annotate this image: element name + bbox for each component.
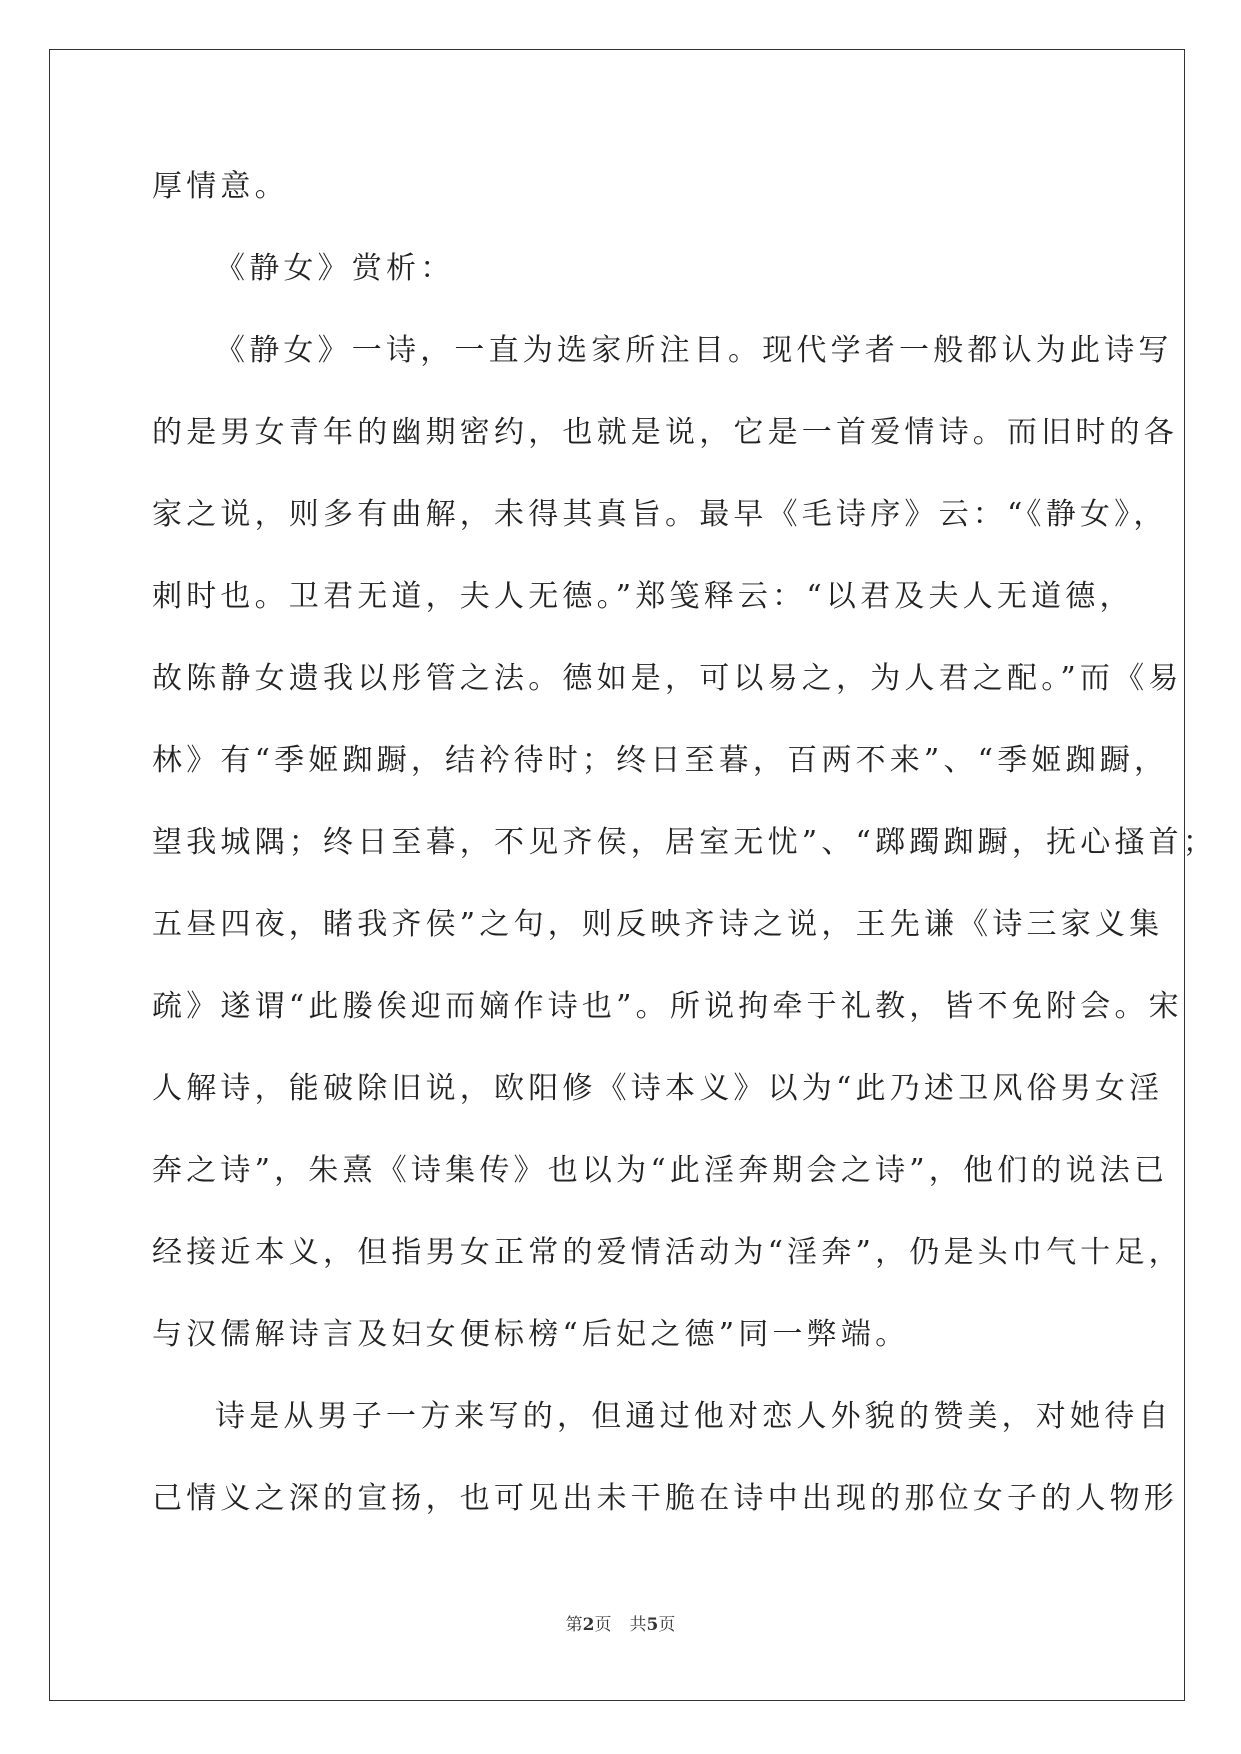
- total-pages: 5: [646, 1615, 659, 1635]
- text-line: 望我城隅；终日至暮，不见齐侯，居室无忧”、“踯躅踟蹰，抚心搔首；: [152, 825, 1218, 860]
- text-line: 人解诗，能破除旧说，欧阳修《诗本义》以为“此乃述卫风俗男女淫: [152, 1071, 1164, 1106]
- page-prefix: 第: [565, 1615, 583, 1635]
- text-line: 《静女》一诗，一直为选家所注目。现代学者一般都认为此诗写: [215, 333, 1173, 368]
- text-line: 厚情意。: [152, 169, 289, 204]
- text-line: 己情义之深的宣扬，也可见出未干脆在诗中出现的那位女子的人物形: [152, 1481, 1178, 1516]
- text-line: 五昼四夜，睹我齐侯”之句，则反映齐诗之说，王先谦《诗三家义集: [152, 907, 1164, 942]
- total-suffix: 页: [658, 1615, 676, 1635]
- page-number: 2: [582, 1615, 595, 1635]
- text-line: 经接近本义，但指男女正常的爱情活动为“淫奔”，仍是头巾气十足，: [152, 1235, 1183, 1270]
- text-line: 奔之诗”，朱熹《诗集传》也以为“此淫奔期会之诗”，他们的说法已: [152, 1153, 1169, 1188]
- text-line: 的是男女青年的幽期密约，也就是说，它是一首爱情诗。而旧时的各: [152, 415, 1178, 450]
- text-line: 家之说，则多有曲解，未得其真旨。最早《毛诗序》云：“《静女》，: [152, 497, 1168, 532]
- text-line: 疏》遂谓“此媵俟迎而嫡作诗也”。所说拘牵于礼教，皆不免附会。宋: [152, 989, 1183, 1024]
- text-line: 故陈静女遗我以彤管之法。德如是，可以易之，为人君之配。”而《易: [152, 661, 1183, 696]
- text-line: 林》有“季姬踟蹰，结衿待时；终日至暮，百两不来”、“季姬踟蹰，: [152, 743, 1169, 778]
- total-prefix: 共: [629, 1615, 647, 1635]
- page-suffix: 页: [594, 1615, 612, 1635]
- text-line: 刺时也。卫君无道，夫人无德。”郑笺释云：“以君及夫人无道德，: [152, 579, 1134, 614]
- document-body: [152, 162, 1218, 1556]
- text-line: 《静女》赏析：: [215, 251, 455, 286]
- page-footer: [0, 1610, 1241, 1635]
- text-line: 与汉儒解诗言及妇女便标榜“后妃之德”同一弊端。: [152, 1317, 910, 1352]
- text-line: 诗是从男子一方来写的，但通过他对恋人外貌的赞美，对她待自: [215, 1399, 1173, 1434]
